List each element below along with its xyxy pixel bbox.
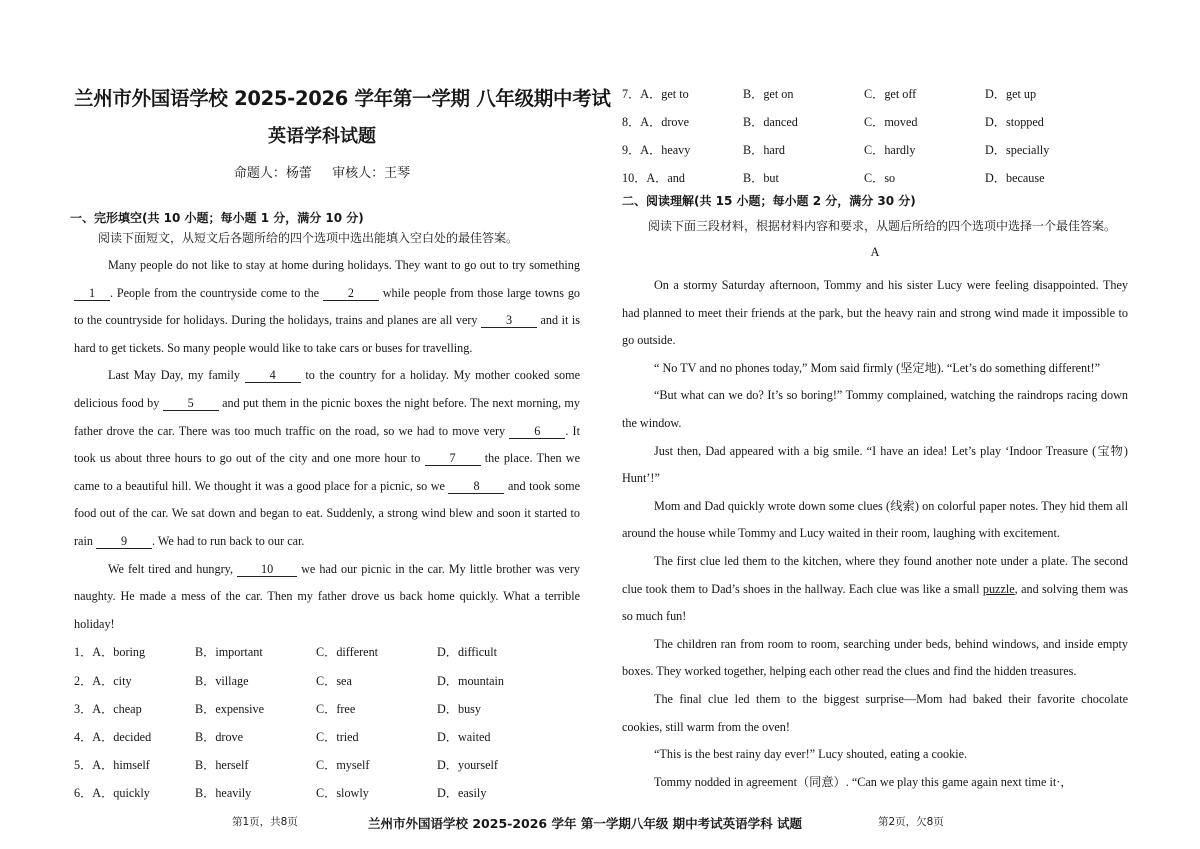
- blank-10: 10: [237, 562, 297, 577]
- section-instruction-reading: 阅读下面三段材料，根据材料内容和要求，从题后所给的四个选项中选择一个最佳答案。: [648, 219, 1117, 233]
- blank-4: 4: [245, 368, 301, 383]
- option-b[interactable]: B．heavily: [195, 786, 252, 801]
- option-c[interactable]: C．moved: [864, 115, 918, 129]
- option-a[interactable]: 8．A．drove: [622, 115, 690, 129]
- blank-6: 6: [509, 424, 565, 439]
- option-row-2: [74, 667, 580, 695]
- page-footer: [0, 814, 1200, 834]
- cloze-paragraph-3: [74, 556, 580, 639]
- option-c[interactable]: C．so: [864, 171, 896, 185]
- option-d[interactable]: D．get up: [985, 87, 1037, 101]
- option-row-7: [622, 84, 1128, 112]
- text-run: and took some food out of the car. We sat down and began to eat. Suddenly, a strong wind blew and soon it started to rain: [74, 478, 580, 548]
- section-instruction-cloze: 阅读下面短文，从短文后各题所给的四个选项中选出能填入空白处的最佳答案。: [98, 231, 519, 245]
- text-run: Many people do not like to stay at home during holidays. They want to go out to try something: [108, 258, 580, 272]
- reading-paragraph: “ No TV and no phones today,” Mom said firmly (坚定地). “Let’s do something different!”: [654, 360, 1100, 375]
- blank-2: 2: [323, 286, 379, 301]
- authors-line: [64, 164, 580, 184]
- option-a[interactable]: 10．A．and: [622, 171, 685, 185]
- blank-1: 1: [74, 286, 110, 301]
- option-a[interactable]: 4．A．decided: [74, 729, 152, 744]
- section-heading-cloze: 一、完形填空(共 10 小题；每小题 1 分，满分 10 分): [70, 211, 364, 225]
- option-a[interactable]: 3．A．cheap: [74, 701, 142, 716]
- underlined-word: puzzle: [982, 581, 1015, 596]
- text-run: the place. Then we came to a beautiful hill. We thought it was a good place for a picnic, so we: [74, 451, 580, 493]
- reading-paragraph: The final clue led them to the biggest surprise—Mom had baked their favorite chocolate cookies, still warm from the oven!: [622, 691, 1128, 734]
- reading-paragraph: [622, 548, 1128, 631]
- text-run: The first clue led them to the kitchen, where they found another note under a plate. The second clue took them to Dad’s shoes in the hallway. Each clue was like a small: [622, 553, 1128, 596]
- option-d[interactable]: D．specially: [985, 143, 1050, 157]
- text-run: . It took us about three hours to go out of the city and one more hour to: [74, 423, 580, 466]
- reading-paragraph: “This is the best rainy day ever!” Lucy shouted, eating a cookie.: [654, 747, 968, 762]
- text-run: . People from the countryside come to the: [110, 285, 323, 300]
- option-row-8: [622, 112, 1128, 140]
- reading-paragraph: “But what can we do? It’s so boring!” Tommy complained, watching the raindrops racing down the window.: [622, 388, 1128, 430]
- option-row-9: [622, 140, 1128, 168]
- text-run: , and solving them was so much fun!: [622, 581, 1129, 624]
- blank-3: 3: [481, 313, 537, 328]
- cloze-options-right: [622, 84, 1128, 196]
- page-number-left: 第1页，共8页: [232, 816, 298, 828]
- option-d[interactable]: D．yourself: [437, 758, 498, 773]
- exam-title: 兰州市外国语学校 2025-2026 学年第一学期 八年级期中考试: [74, 87, 611, 110]
- option-d[interactable]: D．difficult: [437, 645, 498, 660]
- option-c[interactable]: C．free: [316, 701, 356, 716]
- reading-paragraph: Tommy nodded in agreement（同意）. “Can we play this game again next time it·，: [654, 774, 1073, 789]
- option-row-6: [74, 779, 580, 807]
- blank-8: 8: [448, 479, 504, 494]
- section-heading-reading: 二、阅读理解(共 15 小题；每小题 2 分，满分 30 分): [622, 194, 916, 208]
- blank-7: 7: [425, 451, 481, 466]
- option-b[interactable]: B．get on: [743, 87, 794, 101]
- text-run: while people from those large towns go to the countryside for holidays. During the holidays, trains and planes are all very: [74, 285, 581, 328]
- option-a[interactable]: 7．A．get to: [622, 87, 689, 101]
- option-c[interactable]: C．sea: [316, 673, 352, 688]
- text-run: to the country for a holiday. My mother cooked some delicious food by: [74, 368, 580, 410]
- text-run: Last May Day, my family: [108, 368, 245, 383]
- option-b[interactable]: B．important: [195, 645, 263, 660]
- option-b[interactable]: B．danced: [743, 115, 798, 129]
- cloze-paragraph-2: [74, 362, 580, 555]
- option-d[interactable]: D．easily: [437, 786, 487, 801]
- option-b[interactable]: B．village: [195, 673, 249, 688]
- text-run: . We had to run back to our car.: [152, 533, 305, 548]
- option-d[interactable]: D．stopped: [985, 115, 1044, 129]
- reading-paragraph: Mom and Dad quickly wrote down some clues (线索) on colorful paper notes. They hid them all around the house while Tommy and Lucy waited in their room, laughing with excitement.: [622, 498, 1128, 541]
- text-run: and put them in the picnic boxes the night before. The next morning, my father drove the car. There was too much traffic on the road, so we had to move very: [74, 395, 580, 438]
- option-a[interactable]: 9．A．heavy: [622, 143, 691, 157]
- option-b[interactable]: B．but: [743, 171, 779, 185]
- option-b[interactable]: B．drove: [195, 729, 244, 744]
- option-c[interactable]: C．myself: [316, 758, 370, 773]
- option-b[interactable]: B．hard: [743, 143, 785, 157]
- option-b[interactable]: B．expensive: [195, 701, 265, 716]
- blank-9: 9: [96, 534, 152, 549]
- cloze-paragraph-1: [74, 252, 580, 362]
- option-row-1: [74, 638, 580, 666]
- option-c[interactable]: C．slowly: [316, 786, 369, 801]
- option-d[interactable]: D．mountain: [437, 673, 505, 688]
- page-number-right: 第2页，欠8页: [878, 816, 944, 828]
- option-a[interactable]: 1．A．boring: [74, 645, 146, 660]
- reviewer-label: 审核人：王琴: [332, 166, 411, 181]
- setter-label: 命题人：杨蕾: [233, 166, 312, 181]
- option-c[interactable]: C．get off: [864, 87, 917, 101]
- option-d[interactable]: D．waited: [437, 729, 491, 744]
- exam-subtitle: 英语学科试题: [268, 126, 376, 147]
- option-d[interactable]: D．because: [985, 171, 1045, 185]
- blank-5: 5: [163, 396, 219, 411]
- text-run: and it is hard to get tickets. So many people would like to take cars or buses for travelling.: [74, 313, 581, 355]
- footer-title: 兰州市外国语学校 2025-2026 学年 第一学期八年级 期中考试英语学科 试题: [368, 816, 803, 831]
- option-c[interactable]: C．different: [316, 645, 379, 660]
- option-c[interactable]: C．tried: [316, 729, 359, 744]
- reading-paragraph: On a stormy Saturday afternoon, Tommy and his sister Lucy were feeling disappointed. They had planned to meet their friends at the park, but the heavy rain and strong wind made it impossible to go outside.: [622, 278, 1128, 348]
- option-c[interactable]: C．hardly: [864, 143, 916, 157]
- cloze-options-left: [74, 638, 580, 807]
- right-column: [622, 84, 1128, 796]
- option-d[interactable]: D．busy: [437, 701, 482, 716]
- option-row-5: [74, 751, 580, 779]
- passage-label: A: [870, 245, 880, 259]
- option-a[interactable]: 5．A．himself: [74, 758, 150, 773]
- option-b[interactable]: B．herself: [195, 758, 249, 773]
- option-a[interactable]: 2．A．city: [74, 673, 132, 688]
- left-column: [64, 82, 611, 807]
- option-row-3: [74, 695, 580, 723]
- reading-paragraph: Just then, Dad appeared with a big smile. “I have an idea! Let’s play ‘Indoor Treasure (宝物) Hunt’!”: [622, 443, 1128, 486]
- text-run: We felt tired and hungry,: [108, 561, 238, 576]
- option-a[interactable]: 6．A．quickly: [74, 786, 150, 801]
- option-row-4: [74, 723, 580, 751]
- reading-paragraph: The children ran from room to room, searching under beds, behind windows, and inside empty boxes. They worked together, helping each other read the clues and find the hidden treasures.: [622, 636, 1128, 679]
- text-run: we had our picnic in the car. My little brother was very naughty. He made a mess of the car. Then my father drove us back home quickly. What a terrible holiday!: [74, 561, 580, 631]
